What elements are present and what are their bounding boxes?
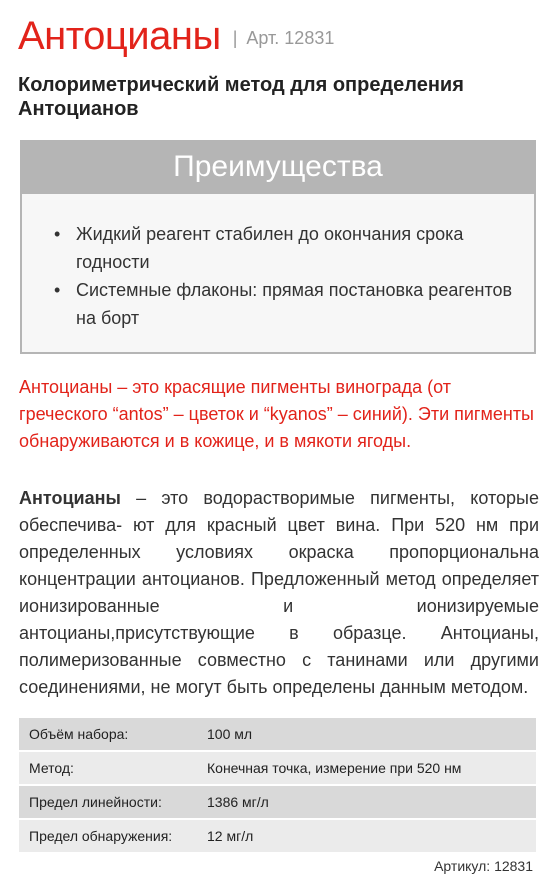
intro-paragraph: Антоцианы – это красящие пигменты винограда (от греческого “antos” – цветок и “kyanos” – синий). Эти пигменты обнаруживаются и в кожице, и в мякоти ягоды. [19,377,534,451]
advantages-box [20,140,536,354]
spec-label: Метод: [29,760,74,776]
advantage-text: Жидкий реагент стабилен до окончания срока годности [76,224,464,272]
spec-label: Предел линейности: [29,794,162,810]
description-lead: Антоцианы [19,488,121,508]
table-row [19,718,536,752]
advantage-text: Системные флаконы: прямая постановка реагентов на борт [76,280,513,328]
article-number: Арт. 12831 [246,28,335,48]
advantages-list [22,194,534,332]
advantage-item [52,276,514,332]
footer-article: Артикул: 12831 [434,858,533,874]
table-row [19,786,536,820]
table-row [19,752,536,786]
spec-value: 1386 мг/л [207,794,269,810]
page-title: Антоцианы [18,14,221,58]
spec-label: Объём набора: [29,726,129,742]
spec-value: 100 мл [207,726,253,742]
title-row [18,6,334,58]
description-paragraph [19,485,539,701]
advantages-heading: Преимущества [22,142,534,194]
description-text: – это водорастворимые пигменты, которые обеспечива- ют для красный цвет вина. При 520 нм при определенных условиях окраска пропорциональна концентрации антоцианов. Предложенный метод определяет ионизированные и ионизируемые антоцианы,присутствующие в образце. Антоцианы, полимеризованные совместно с танинами или другими соединениями, не могут быть определены данным методом. [19,488,539,697]
title-separator: | [232,28,238,48]
spec-value: Конечная точка, измерение при 520 нм [207,760,462,776]
advantage-item [52,220,514,276]
spec-value: 12 мг/л [207,828,254,844]
table-row [19,820,536,854]
page-subtitle: Колориметрический метод для определения Антоцианов [18,74,464,120]
bullet-icon: • [54,224,61,244]
spec-label: Предел обнаружения: [29,828,173,844]
bullet-icon: • [54,280,61,300]
specs-table [19,718,536,854]
